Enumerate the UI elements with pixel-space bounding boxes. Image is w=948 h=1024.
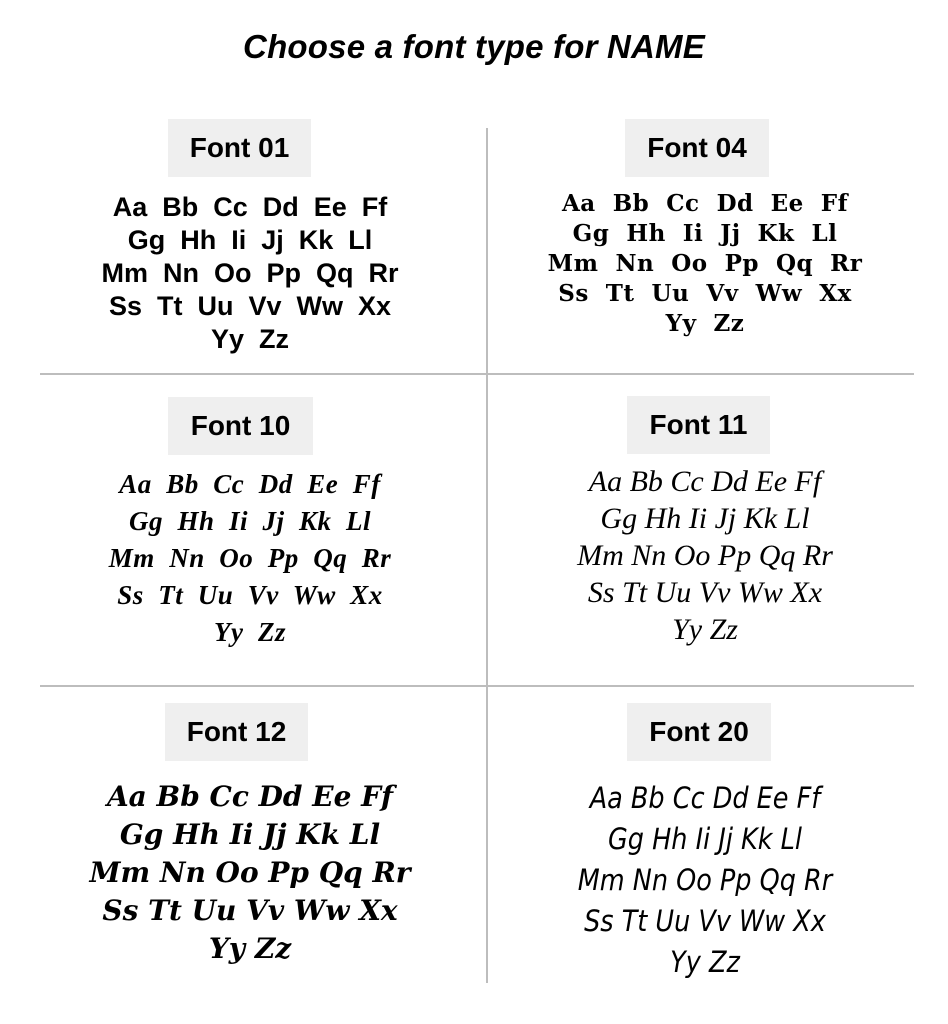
font-label: Font 10 (168, 397, 313, 455)
sample-row: Yy Zz (665, 310, 745, 337)
font-sample (500, 189, 910, 339)
sample-row: Aa Bb Cc Dd Ee Ff (561, 190, 849, 217)
font-sample (500, 463, 910, 648)
sample-row: Mm Nn Oo Pp Qq Rr (577, 863, 833, 897)
sample-row: Ss Tt Uu Vv Ww Xx (558, 280, 852, 307)
font-sample (40, 466, 460, 651)
sample-row: Aa Bb Cc Dd Ee Ff (588, 465, 822, 498)
sample-row: Mm Nn Oo Pp Qq Rr (108, 543, 392, 573)
sample-row: Yy Zz (670, 945, 740, 979)
sample-row: Mm Nn Oo Pp Qq Rr (577, 539, 833, 572)
font-label: Font 04 (625, 119, 769, 177)
page-title: Choose a font type for NAME (243, 28, 705, 65)
sample-row: Yy Zz (214, 617, 286, 647)
sample-row: Aa Bb Cc Dd Ee Ff (119, 469, 381, 499)
sample-row: Aa Bb Cc Dd Ee Ff (112, 192, 388, 222)
sample-row: Gg Hh Ii Jj Kk Ll (127, 225, 373, 255)
sample-row: Gg Hh Ii Jj Kk Ll (608, 822, 802, 856)
font-label: Font 20 (627, 703, 771, 761)
sample-row: Yy Zz (210, 324, 290, 354)
horizontal-divider-bottom (40, 685, 914, 687)
sample-row: Gg Hh Ii Jj Kk Ll (128, 506, 372, 536)
sample-row: Yy Zz (208, 932, 292, 965)
font-label: Font 01 (168, 119, 311, 177)
sample-row: Ss Tt Uu Vv Ww Xx (102, 894, 398, 927)
sample-row: Yy Zz (672, 613, 738, 646)
horizontal-divider-top (40, 373, 914, 375)
font-sample (525, 778, 886, 983)
font-sample (40, 191, 460, 356)
sample-row: Gg Hh Ii Jj Kk Ll (600, 502, 810, 535)
sample-row: Ss Tt Uu Vv Ww Xx (117, 580, 383, 610)
sample-row: Mm Nn Oo Pp Qq Rr (547, 250, 863, 277)
sample-row: Gg Hh Ii Jj Kk Ll (119, 818, 381, 851)
sample-row: Ss Tt Uu Vv Ww Xx (584, 904, 826, 938)
sample-row: Ss Tt Uu Vv Ww Xx (108, 291, 392, 321)
sample-row: Aa Bb Cc Dd Ee Ff (589, 781, 821, 815)
sample-row: Gg Hh Ii Jj Kk Ll (572, 220, 838, 247)
font-sample (40, 778, 460, 968)
font-label: Font 12 (165, 703, 308, 761)
sample-row: Aa Bb Cc Dd Ee Ff (106, 780, 394, 813)
font-label: Font 11 (627, 396, 770, 454)
sample-row: Mm Nn Oo Pp Qq Rr (89, 856, 411, 889)
sample-row: Ss Tt Uu Vv Ww Xx (587, 576, 823, 609)
sample-row: Mm Nn Oo Pp Qq Rr (101, 258, 399, 288)
vertical-divider (486, 128, 488, 983)
